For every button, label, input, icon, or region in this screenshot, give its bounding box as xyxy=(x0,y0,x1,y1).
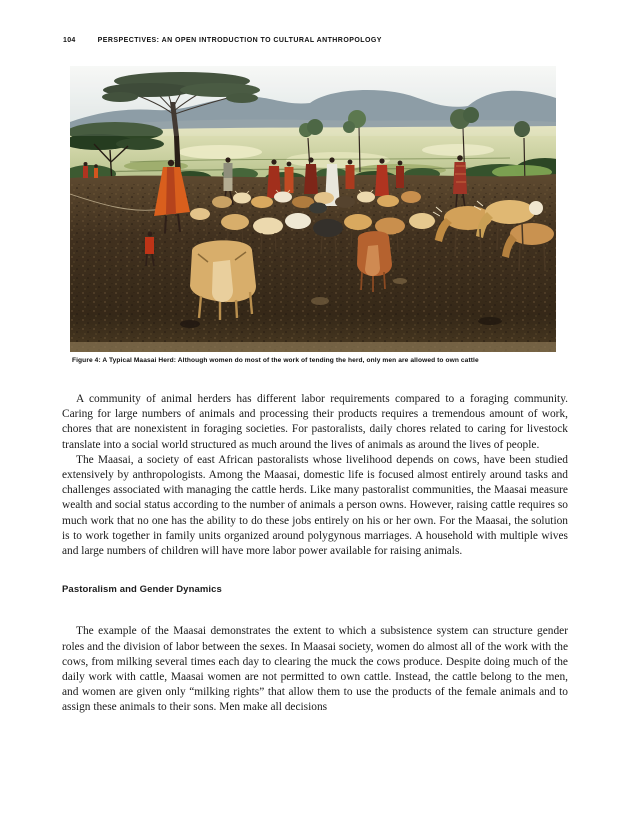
figure-image xyxy=(70,66,556,352)
maasai-herd-photo xyxy=(70,66,556,352)
paragraph-2: The Maasai, a society of east African pastoralists whose livelihood depends on cows, have been studied extensively by anthropologists. Among the Maasai, domestic life is focused almost entirely around tasks and challenges associated with managing the cattle herds. Like many pastoralist communities, the Maasai measure wealth and social status according to the number of animals a person owns. However, raising cattle requires so much work that no one has the ability to do these jobs entirely on his or her own. For the Maasai, the solution is to work together in family units organized around polygynous marriages. A household with multiple wives and large numbers of children will have more labor power available for raising animals. xyxy=(62,453,568,558)
page-header xyxy=(63,37,568,44)
paragraph-1: A community of animal herders has different labor requirements compared to a foraging community. Caring for large numbers of animals and processing their products requires a tremendous amount of work, chores that are nonexistent in foraging societies. For pastoralists, daily chores related to caring for livestock translate into a social world structured as much around the lives of animals as around the lives of people. xyxy=(62,393,568,451)
page-number: 104 xyxy=(63,37,76,44)
running-title: PERSPECTIVES: AN OPEN INTRODUCTION TO CULTURAL ANTHROPOLOGY xyxy=(97,37,382,44)
body-text xyxy=(62,392,568,716)
paragraph-3: The example of the Maasai demonstrates the extent to which a subsistence system can structure gender roles and the division of labor between the sexes. In Maasai society, women do almost all of the work with the cows, from milking several times each day to clearing the muck the cows produce. Despite doing much of the daily work with cattle, Maasai women are not permitted to own cattle. Instead, the cattle belong to the men, and women are given only “milking rights” that allow them to use the products of the female animals and to assign these animals to their sons. Men make all decisions xyxy=(62,625,568,714)
figure-caption: Figure 4: A Typical Maasai Herd: Although women do most of the work of tending the herd, only men are allowed to own cattle xyxy=(72,357,479,364)
section-heading: Pastoralism and Gender Dynamics xyxy=(62,584,222,596)
